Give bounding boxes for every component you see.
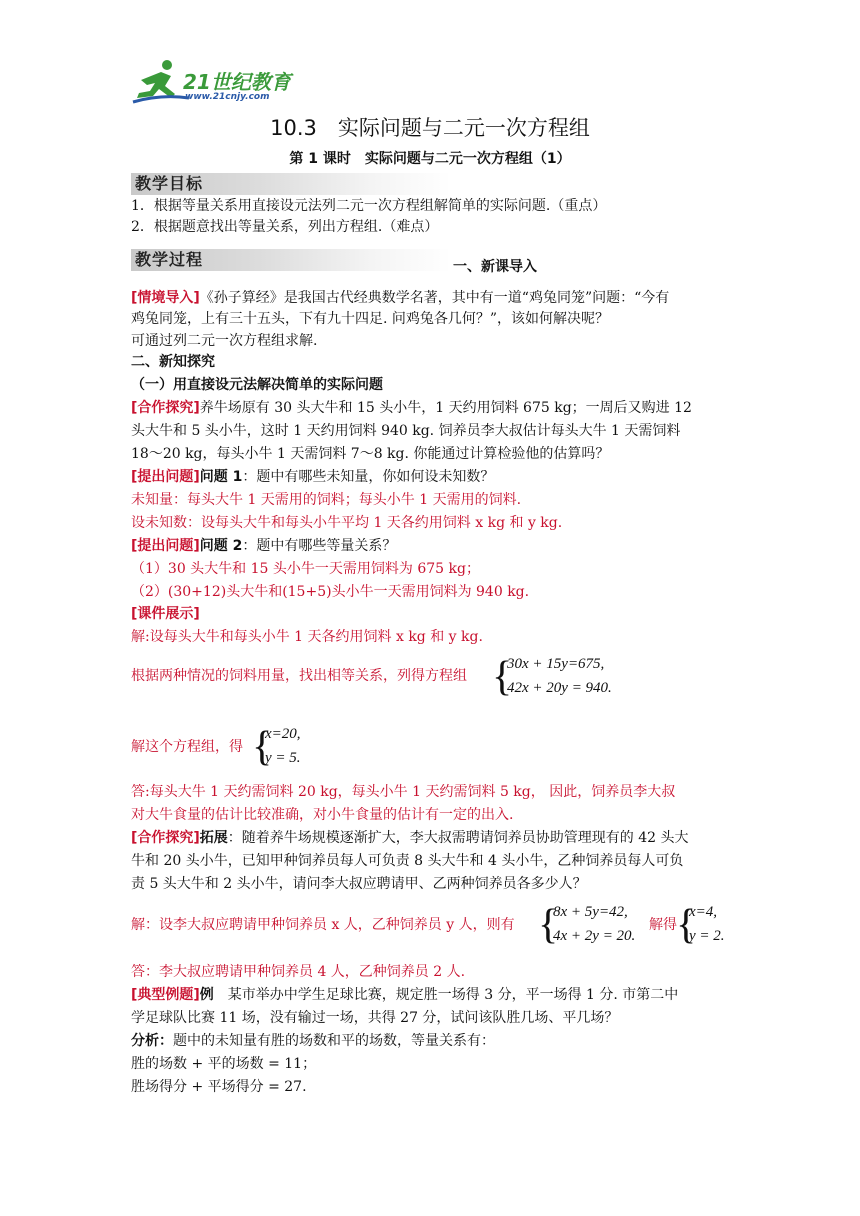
intro-text: 《孙子算经》是我国古代经典数学名著，其中有一道“鸡兔同笼”问题：“今有 [199, 290, 670, 306]
coop-line: 18～20 kg，每头小牛 1 天需饲料 7～8 kg. 你能通过计算检验他的估算吗？ [131, 446, 610, 462]
heading-new-knowledge: 二、新知探究 [131, 354, 215, 370]
answer-line: 答:每头大牛 1 天约需饲料 20 kg，每头小牛 1 天约需饲料 5 kg， 因此，饲养员李大叔 [131, 784, 676, 800]
example-line: 学足球队比赛 11 场，没有输过一场，共得 27 分，试问该队胜几场、平几场？ [131, 1010, 619, 1026]
equation: x=4, [689, 904, 718, 920]
coop-text: 养牛场原有 30 头大牛和 15 头小牛，1 天约用饲料 675 kg；一周后又购进 12 [199, 400, 692, 416]
coop-line: 头大牛和 5 头小牛，这时 1 天约用饲料 940 kg. 饲养员李大叔估计每头大牛 1 天需饲料 [131, 423, 681, 439]
answer-line: 答：李大叔应聘请甲种饲养员 4 人，乙种饲养员 2 人. [131, 964, 466, 980]
goal-item: 1．根据等量关系用直接设元法列二元一次方程组解简单的实际问题.（重点） [131, 198, 607, 214]
extension-label: 拓展 [199, 830, 228, 846]
intro-line: 鸡兔同笼，上有三十五头，下有九十四足. 问鸡兔各几何？”，该如何解决呢？ [131, 311, 610, 327]
solution-line: 解这个方程组，得 [131, 739, 243, 755]
answer-line: 设未知数：设每头大牛和每头小牛平均 1 天各约用饲料 x kg 和 y kg. [131, 515, 563, 531]
coop-line [131, 828, 689, 848]
page-title: 10.3 实际问题与二元一次方程组 [270, 116, 590, 140]
coop-line: 责 5 头大牛和 2 头小牛，请问李大叔应聘请甲、乙两种饲养员各多少人？ [131, 876, 587, 892]
logo [131, 58, 301, 106]
brace-symbol: { [676, 902, 697, 948]
tag-question: [提出问题] [131, 538, 200, 554]
question-1 [131, 467, 494, 487]
tag-coop: [合作探究] [131, 400, 200, 416]
question-text: ：题中有哪些等量关系？ [242, 538, 397, 554]
section-header-process: 教学过程 [135, 250, 204, 269]
tag-question: [提出问题] [131, 469, 200, 485]
section-header-goals: 教学目标 [135, 174, 204, 193]
coop-line [131, 398, 692, 418]
example-label: 例 [199, 987, 214, 1003]
intro-line: 可通过列二元一次方程组求解. [131, 333, 318, 349]
logo-brand: 21世纪教育 [183, 70, 291, 94]
equation: x=20, [265, 726, 301, 742]
answer-line: 对大牛食量的估计比较准确，对小牛食量的估计有一定的出入. [131, 807, 514, 823]
question-2 [131, 536, 396, 556]
analysis-text: 题中的未知量有胜的场数和平的场数，等量关系有： [173, 1033, 495, 1049]
subheading-direct-method: （一）用直接设元法解决简单的实际问题 [131, 377, 383, 393]
section-banner-process [131, 249, 451, 271]
example-line [131, 985, 678, 1005]
page-subtitle: 第 1 课时 实际问题与二元一次方程组（1） [289, 151, 571, 167]
tag-display: [课件展示] [131, 606, 200, 622]
goal-item: 2．根据题意找出等量关系，列出方程组.（难点） [131, 219, 439, 235]
answer-line: （1）30 头大牛和 15 头小牛一天需用饲料为 675 kg； [131, 561, 480, 577]
runner-logo-icon [131, 58, 191, 104]
equation: 4x + 2y = 20. [553, 928, 636, 944]
tag-coop: [合作探究] [131, 830, 200, 846]
brace-symbol: { [492, 654, 513, 700]
solution-line: 解:设每头大牛和每头小牛 1 天各约用饲料 x kg 和 y kg. [131, 629, 483, 645]
analysis-label: 分析： [131, 1033, 173, 1049]
brace-symbol: { [538, 902, 559, 948]
brace-symbol: { [252, 724, 273, 770]
subsection-intro: 一、新课导入 [453, 259, 537, 275]
intro-line [131, 288, 669, 308]
relation-line: 胜场得分 + 平场得分 = 27. [131, 1079, 307, 1095]
solution-line: 解：设李大叔应聘请甲种饲养员 x 人，乙种饲养员 y 人，则有 [131, 917, 515, 933]
relation-line: 胜的场数 + 平的场数 = 11； [131, 1056, 317, 1072]
coop-line: 牛和 20 头小牛，已知甲种饲养员每人可负责 8 头大牛和 4 头小牛，乙种饲养员每人可负 [131, 853, 684, 869]
logo-url: www.21cnjy.com [185, 92, 270, 102]
analysis-line [131, 1031, 495, 1051]
question-label: 问题 2 [199, 538, 243, 554]
question-text: ：题中有哪些未知量，你如何设未知数？ [242, 469, 495, 485]
equation: 30x + 15y=675, [507, 656, 605, 672]
equation: y = 5. [265, 750, 301, 766]
example-text: 某市举办中学生足球比赛，规定胜一场得 3 分，平一场得 1 分. 市第二中 [213, 987, 679, 1003]
equation: 42x + 20y = 940. [507, 680, 612, 696]
equation: 8x + 5y=42, [553, 904, 628, 920]
section-banner-goals [131, 173, 451, 195]
equation: y = 2. [689, 928, 725, 944]
tag-example: [典型例题] [131, 987, 200, 1003]
tag-situation: [情境导入] [131, 290, 200, 306]
question-label: 问题 1 [199, 469, 243, 485]
solution-line: 根据两种情况的饲料用量，找出相等关系，列得方程组 [131, 668, 467, 684]
answer-line: 未知量：每头大牛 1 天需用的饲料；每头小牛 1 天需用的饲料. [131, 492, 522, 508]
coop-text: ：随着养牛场规模逐渐扩大，李大叔需聘请饲养员协助管理现有的 42 头大 [227, 830, 689, 846]
solution-line: 解得 [649, 917, 677, 933]
answer-line: （2）(30+12)头大牛和(15+5)头小牛一天需用饲料为 940 kg. [131, 584, 530, 600]
